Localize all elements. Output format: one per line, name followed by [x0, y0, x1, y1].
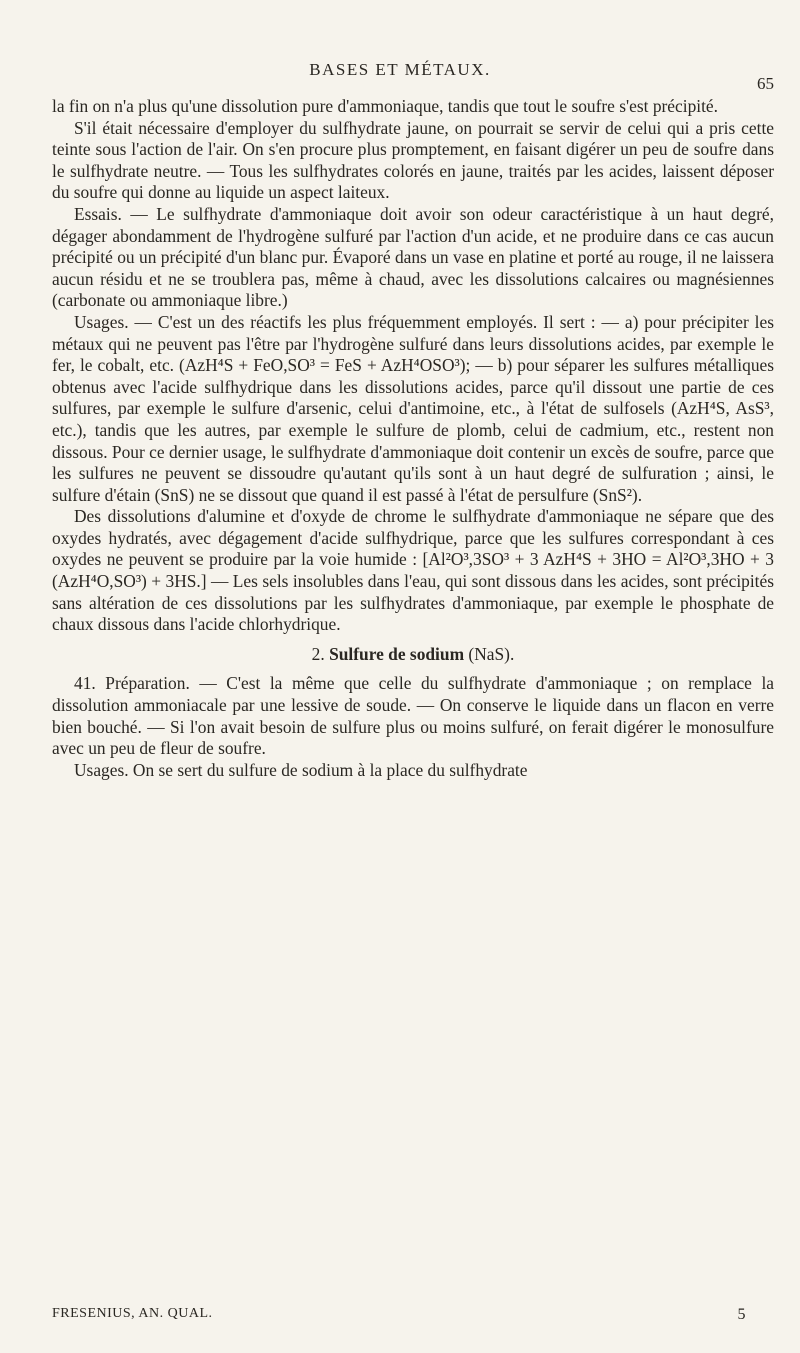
- page-footer: [52, 1306, 774, 1324]
- running-head: BASES ET MÉTAUX.: [309, 60, 491, 79]
- paragraph: Essais. — Le sulfhydrate d'ammoniaque doit avoir son odeur caractéristique à un haut degré, dégager abondamment de l'hydrogène sulfuré par l'action d'un acide, et ne produire dans ce cas aucun précipité ou un précipité d'un blanc pur. Évaporé dans un vase en platine et porté au rouge, il ne laissera aucun résidu et ne se troublera pas, même à chaud, avec les dissolutions calcaires ou magnésiennes (carbonate ou ammoniaque libre.): [52, 203, 774, 311]
- paragraph: Usages. — C'est un des réactifs les plus fréquemment employés. Il sert : — a) pour précipiter les métaux qui ne peuvent pas l'être par l'hydrogène sulfuré dans leurs dissolutions acides, par exemple le fer, le cobalt, etc. (AzH⁴S + FeO,SO³ = FeS + AzH⁴OSO³); — b) pour séparer les sulfures métalliques obtenus avec l'acide sulfhydrique dans les dissolutions acides, parce qu'il dissout une partie de ces sulfures, par exemple le sulfure d'arsenic, celui d'antimoine, etc., à l'état de sulfosels (AzH⁴S, AsS³, etc.), tandis que les autres, par exemple le sulfure de plomb, celui de cadmium, etc., restent non dissous. Pour ce dernier usage, le sulfhydrate d'ammoniaque doit contenir un excès de soufre, parce que les sulfures ne peuvent se dissoudre qu'autant qu'ils sont à un haut degré de sulfuration ; ainsi, le sulfure d'étain (SnS) ne se dissout que quand il est passé à l'état de persulfure (SnS²).: [52, 311, 774, 505]
- body-text: [52, 96, 774, 781]
- paragraph: Des dissolutions d'alumine et d'oxyde de chrome le sulfhydrate d'ammoniaque ne sépare que des oxydes hydratés, avec dégagement d'acide sulfhydrique, parce que les sulfures correspondant à ces oxydes ne peuvent se produire par la voie humide : [Al²O³,3SO³ + 3 AzH⁴S + 3HO = Al²O³,3HO + 3 (AzH⁴O,SO³) + 3HS.] — Les sels insolubles dans l'eau, qui sont dissous dans les acides, sont précipités sans altération de ces dissolutions par les sulfhydrates d'ammoniaque, par exemple le phosphate de chaux dissous dans l'acide chlorhydrique.: [52, 506, 774, 635]
- section-heading: [52, 644, 774, 666]
- section-number: 2.: [311, 643, 325, 664]
- paragraph: 41. Préparation. — C'est la même que celle du sulfhydrate d'ammoniaque ; on remplace la dissolution ammoniacale par une lessive de soude. — On conserve le liquide dans un flacon en verre bien bouché. — Si l'on avait besoin de sulfure plus ou moins sulfuré, on ferait digérer le monosulfure avec un peu de fleur de soufre.: [52, 673, 774, 759]
- section-formula: (NaS).: [468, 643, 515, 664]
- paragraph: S'il était nécessaire d'employer du sulfhydrate jaune, on pourrait se servir de celui qui a pris cette teinte sous l'action de l'air. On s'en procure plus promptement, en faisant digérer un peu de soufre dans le sulfhydrate neutre. — Tous les sulfhydrates colorés en jaune, traités par les acides, laissent déposer du soufre qui donne au liquide un aspect laiteux.: [52, 117, 774, 203]
- paragraph: la fin on n'a plus qu'une dissolution pure d'ammoniaque, tandis que tout le soufre s'est précipité.: [52, 96, 718, 116]
- signature-mark: 5: [737, 1306, 746, 1323]
- paragraph: Usages. On se sert du sulfure de sodium à la place du sulfhydrate: [74, 759, 528, 780]
- section-title: Sulfure de sodium: [329, 643, 465, 664]
- footer-author: FRESENIUS, AN. QUAL.: [52, 1306, 213, 1321]
- page-number: 65: [757, 74, 774, 93]
